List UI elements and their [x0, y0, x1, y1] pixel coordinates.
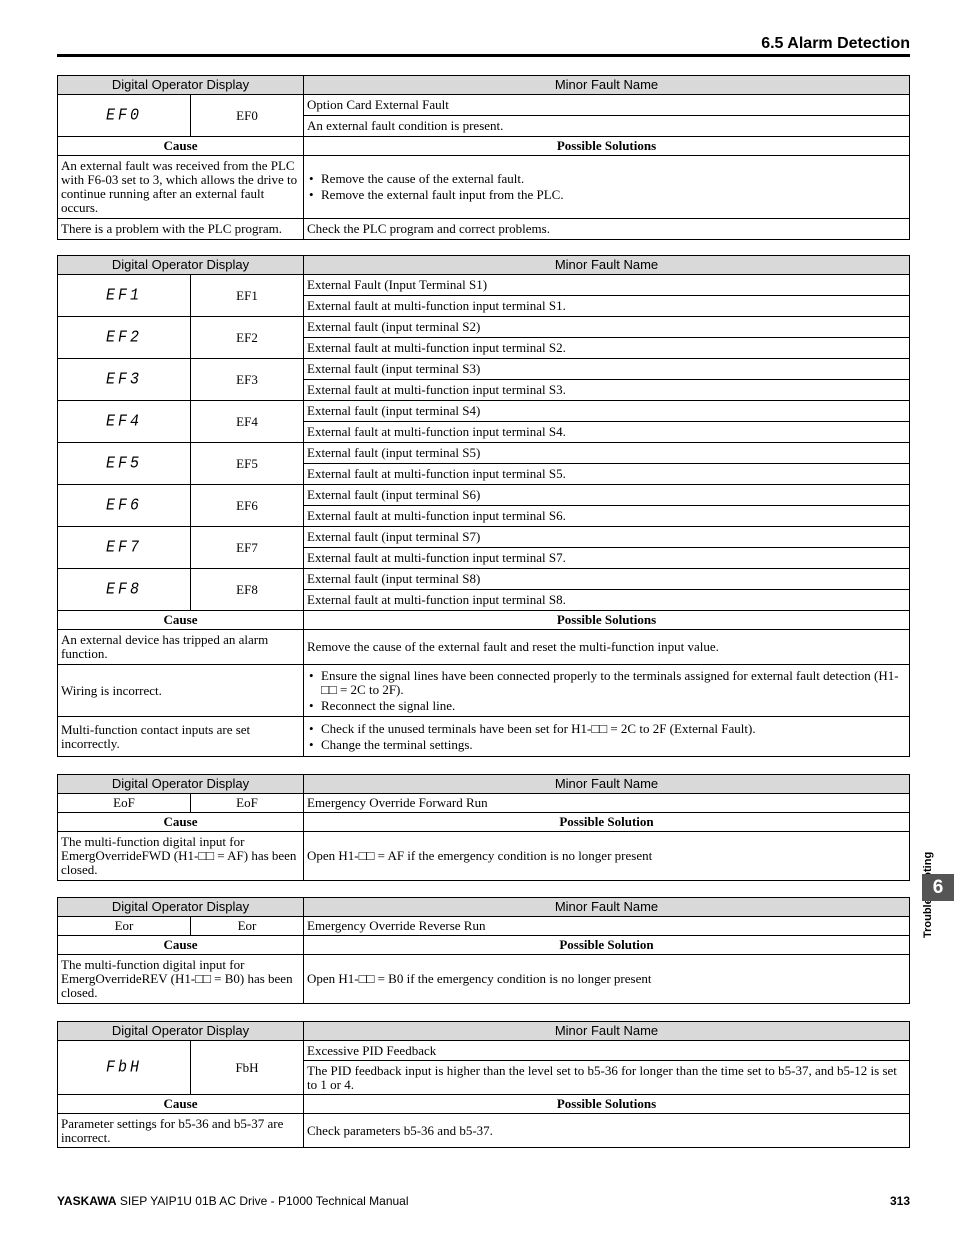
solution-item: • Check if the unused terminals have been set for H1-□□ = 2C to 2F (External Fault).	[307, 722, 906, 736]
fault-name: Option Card External Fault	[304, 95, 910, 116]
fault-row	[58, 275, 910, 296]
header-digital-operator-display: Digital Operator Display	[58, 1022, 304, 1041]
segment-display-glyph: EF6	[105, 496, 142, 515]
fault-description: External fault at multi-function input terminal S2.	[304, 338, 910, 359]
fault-description: External fault at multi-function input terminal S6.	[304, 506, 910, 527]
chapter-tab: 6	[922, 874, 954, 901]
header-digital-operator-display: Digital Operator Display	[58, 76, 304, 95]
table-fbh	[57, 1021, 910, 1148]
fault-name: External fault (input terminal S7)	[304, 527, 910, 548]
cause-text: The multi-function digital input for EmergOverrideFWD (H1-□□ = AF) has been closed.	[58, 832, 304, 881]
solution-item: • Change the terminal settings.	[307, 738, 906, 752]
fault-name: External Fault (Input Terminal S1)	[304, 275, 910, 296]
display-code-cell	[58, 1041, 191, 1095]
display-code-cell	[58, 275, 191, 317]
segment-display-glyph: FbH	[105, 1058, 142, 1077]
table-eof	[57, 774, 910, 881]
fault-name: Emergency Override Forward Run	[304, 794, 910, 813]
header-cause: Cause	[58, 936, 304, 955]
cause-text: Wiring is incorrect.	[58, 665, 304, 717]
cause-text: The multi-function digital input for EmergOverrideREV (H1-□□ = B0) has been closed.	[58, 955, 304, 1004]
fault-code: EoF	[191, 794, 304, 813]
segment-display-glyph: EF8	[105, 580, 142, 599]
header-cause: Cause	[58, 611, 304, 630]
solution-cell	[304, 156, 910, 219]
header-rule	[57, 54, 910, 57]
fault-row	[58, 527, 910, 548]
display-code-cell	[58, 317, 191, 359]
fault-row	[58, 401, 910, 422]
fault-description: External fault at multi-function input terminal S7.	[304, 548, 910, 569]
display-code-cell	[58, 95, 191, 137]
fault-code: EF1	[191, 275, 304, 317]
header-minor-fault-name: Minor Fault Name	[304, 898, 910, 917]
segment-display-glyph: EF7	[105, 538, 142, 557]
segment-display-glyph: EF5	[105, 454, 142, 473]
ef-group-rows	[58, 275, 910, 611]
display-code-cell	[58, 443, 191, 485]
fault-code: EF6	[191, 485, 304, 527]
header-possible-solution: Possible Solution	[304, 813, 910, 832]
solution-item: • Remove the cause of the external fault.	[307, 172, 906, 186]
fault-code: EF7	[191, 527, 304, 569]
header-digital-operator-display: Digital Operator Display	[58, 898, 304, 917]
fault-code: EF8	[191, 569, 304, 611]
fault-name: External fault (input terminal S6)	[304, 485, 910, 506]
fault-code: EF5	[191, 443, 304, 485]
solution-item: • Remove the external fault input from the PLC.	[307, 188, 906, 202]
header-digital-operator-display: Digital Operator Display	[58, 256, 304, 275]
display-code-cell: EoF	[58, 794, 191, 813]
header-minor-fault-name: Minor Fault Name	[304, 775, 910, 794]
fault-code: EF0	[191, 95, 304, 137]
fault-row	[58, 359, 910, 380]
solution-text: Open H1-□□ = B0 if the emergency condition is no longer present	[304, 955, 910, 1004]
header-minor-fault-name: Minor Fault Name	[304, 256, 910, 275]
section-side-label	[922, 858, 938, 948]
fault-description: An external fault condition is present.	[304, 116, 910, 137]
fault-row	[58, 443, 910, 464]
footer-manual-name: SIEP YAIP1U 01B AC Drive - P1000 Technical Manual	[116, 1194, 409, 1208]
table-ef0	[57, 75, 910, 240]
fault-description: External fault at multi-function input terminal S8.	[304, 590, 910, 611]
header-possible-solution: Possible Solution	[304, 936, 910, 955]
header-minor-fault-name: Minor Fault Name	[304, 1022, 910, 1041]
footer-manual-title	[57, 1194, 409, 1208]
page-header-title: 6.5 Alarm Detection	[761, 35, 910, 52]
header-minor-fault-name: Minor Fault Name	[304, 76, 910, 95]
solution-item: • Ensure the signal lines have been connected properly to the terminals assigned for external fault detection (H1-□□ = 2C to 2F).	[307, 669, 906, 697]
solution-cell	[304, 717, 910, 757]
footer-brand: YASKAWA	[57, 1194, 117, 1208]
segment-display-glyph: EF1	[105, 286, 142, 305]
segment-display-glyph: EF0	[105, 106, 142, 125]
display-code-cell	[58, 485, 191, 527]
header-possible-solutions: Possible Solutions	[304, 137, 910, 156]
table-ef1-ef8	[57, 255, 910, 757]
fault-code: FbH	[191, 1041, 304, 1095]
fault-name: External fault (input terminal S2)	[304, 317, 910, 338]
cause-text: There is a problem with the PLC program.	[58, 219, 304, 240]
header-possible-solutions: Possible Solutions	[304, 1095, 910, 1114]
fault-name: External fault (input terminal S8)	[304, 569, 910, 590]
header-cause: Cause	[58, 813, 304, 832]
fault-name: External fault (input terminal S3)	[304, 359, 910, 380]
header-possible-solutions: Possible Solutions	[304, 611, 910, 630]
fault-name: Excessive PID Feedback	[304, 1041, 910, 1061]
cause-text: Parameter settings for b5-36 and b5-37 are incorrect.	[58, 1114, 304, 1148]
segment-display-glyph: EF4	[105, 412, 142, 431]
fault-description: External fault at multi-function input terminal S1.	[304, 296, 910, 317]
solution-text: Check parameters b5-36 and b5-37.	[304, 1114, 910, 1148]
display-code-cell	[58, 527, 191, 569]
segment-display-glyph: EF3	[105, 370, 142, 389]
fault-code: EF3	[191, 359, 304, 401]
header-cause: Cause	[58, 1095, 304, 1114]
fault-row	[58, 569, 910, 590]
header-digital-operator-display: Digital Operator Display	[58, 775, 304, 794]
fault-description: External fault at multi-function input terminal S4.	[304, 422, 910, 443]
fault-row	[58, 317, 910, 338]
fault-code: EF4	[191, 401, 304, 443]
fault-row	[58, 485, 910, 506]
display-code-cell: Eor	[58, 917, 191, 936]
fault-description: The PID feedback input is higher than the level set to b5-36 for longer than the time set to b5-37, and b5-12 is set to 1 or 4.	[304, 1061, 910, 1095]
display-code-cell	[58, 569, 191, 611]
fault-description: External fault at multi-function input terminal S5.	[304, 464, 910, 485]
segment-display-glyph: EF2	[105, 328, 142, 347]
solution-text: Open H1-□□ = AF if the emergency condition is no longer present	[304, 832, 910, 881]
footer-page-number: 313	[889, 1194, 910, 1208]
fault-name: External fault (input terminal S5)	[304, 443, 910, 464]
solution-item: • Reconnect the signal line.	[307, 699, 906, 713]
fault-name: External fault (input terminal S4)	[304, 401, 910, 422]
cause-text: An external fault was received from the PLC with F6-03 set to 3, which allows the drive to continue running after an external fault occurs.	[58, 156, 304, 219]
solution-text: Remove the cause of the external fault and reset the multi-function input value.	[304, 630, 910, 665]
solution-text: Check the PLC program and correct problems.	[304, 219, 910, 240]
fault-code: EF2	[191, 317, 304, 359]
display-code-cell	[58, 359, 191, 401]
table-eor	[57, 897, 910, 1004]
solution-cell	[304, 665, 910, 717]
display-code-cell	[58, 401, 191, 443]
fault-code: Eor	[191, 917, 304, 936]
fault-name: Emergency Override Reverse Run	[304, 917, 910, 936]
header-cause: Cause	[58, 137, 304, 156]
cause-text: An external device has tripped an alarm function.	[58, 630, 304, 665]
cause-text: Multi-function contact inputs are set incorrectly.	[58, 717, 304, 757]
fault-description: External fault at multi-function input terminal S3.	[304, 380, 910, 401]
